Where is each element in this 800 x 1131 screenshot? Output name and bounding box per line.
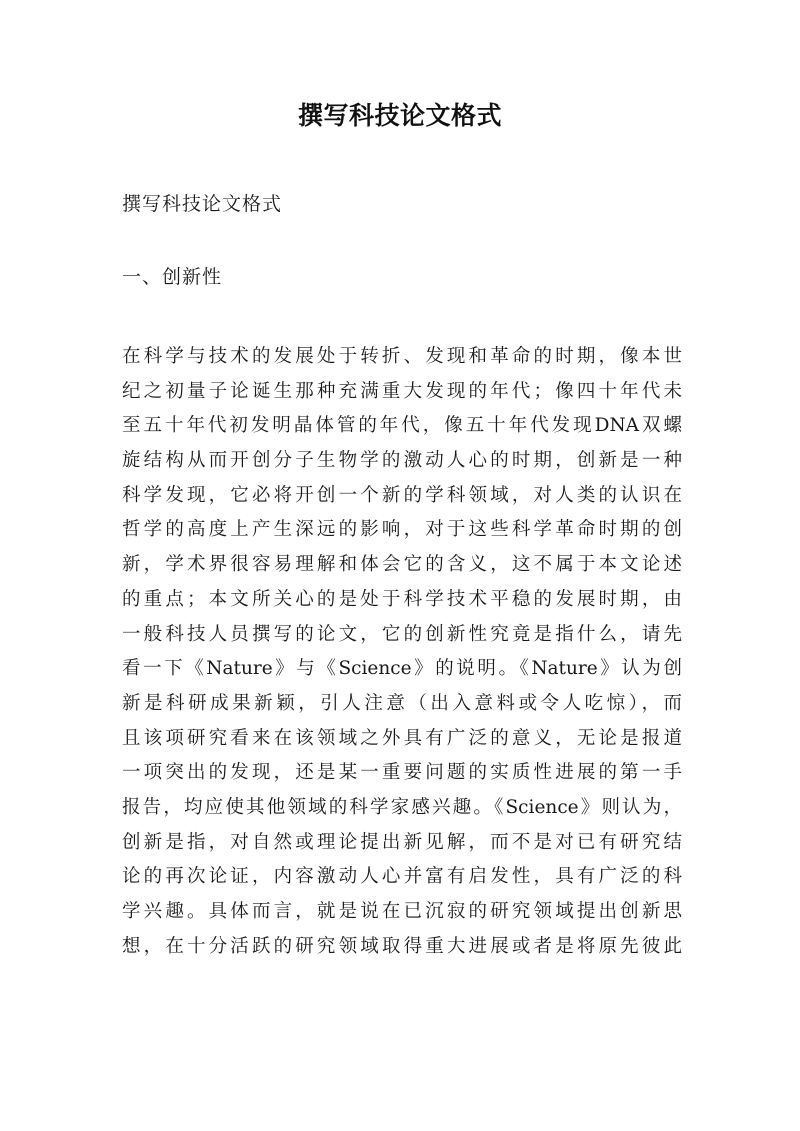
paragraph-line: 看一下《Nature》与《Science》的说明。《Nature》认为创: [122, 658, 682, 680]
paragraph-line: 想，在十分活跃的研究领域取得重大进展或者是将原先彼此: [122, 935, 682, 957]
paragraph-line: 一般科技人员撰写的论文，它的创新性究竟是指什么，请先: [122, 623, 682, 645]
document-title: 撰写科技论文格式: [297, 101, 502, 130]
paragraph-line: 一项突出的发现，还是某一重要问题的实质性进展的第一手: [122, 762, 682, 784]
section-heading: 一、创新性: [122, 266, 223, 288]
paragraph-line: 旋结构从而开创分子生物学的激动人心的时期，创新是一种: [122, 450, 682, 472]
paragraph-line: 哲学的高度上产生深远的影响，对于这些科学革命时期的创: [122, 519, 682, 541]
paragraph-line: 的重点；本文所关心的是处于科学技术平稳的发展时期，由: [122, 588, 682, 610]
paragraph-line: 纪之初量子论诞生那种充满重大发现的年代；像四十年代未: [122, 380, 682, 402]
paragraph-line: 科学发现，它必将开创一个新的学科领域，对人类的认识在: [122, 484, 682, 506]
paragraph-line: 论的再次论证，内容激动人心并富有启发性，具有广泛的科: [122, 866, 682, 888]
paragraph-line: 至五十年代初发明晶体管的年代，像五十年代发现DNA双螺: [122, 415, 682, 437]
paragraph-line: 创新是指，对自然或理论提出新见解，而不是对已有研究结: [122, 831, 682, 853]
paragraph-line: 报告，均应使其他领域的科学家感兴趣。《Science》则认为，: [122, 796, 682, 818]
body-paragraph: [122, 340, 682, 964]
paragraph-line: 新，学术界很容易理解和体会它的含义，这不属于本文论述: [122, 554, 682, 576]
paragraph-line: 且该项研究看来在该领域之外具有广泛的意义，无论是报道: [122, 727, 682, 749]
document-subtitle: 撰写科技论文格式: [122, 193, 283, 215]
paragraph-line: 学兴趣。具体而言，就是说在已沉寂的研究领域提出创新思: [122, 901, 682, 922]
paragraph-line: 新是科研成果新颖，引人注意（出入意料或令人吃惊），而: [122, 692, 682, 714]
paragraph-line: 在科学与技术的发展处于转折、发现和革命的时期，像本世: [122, 346, 682, 367]
